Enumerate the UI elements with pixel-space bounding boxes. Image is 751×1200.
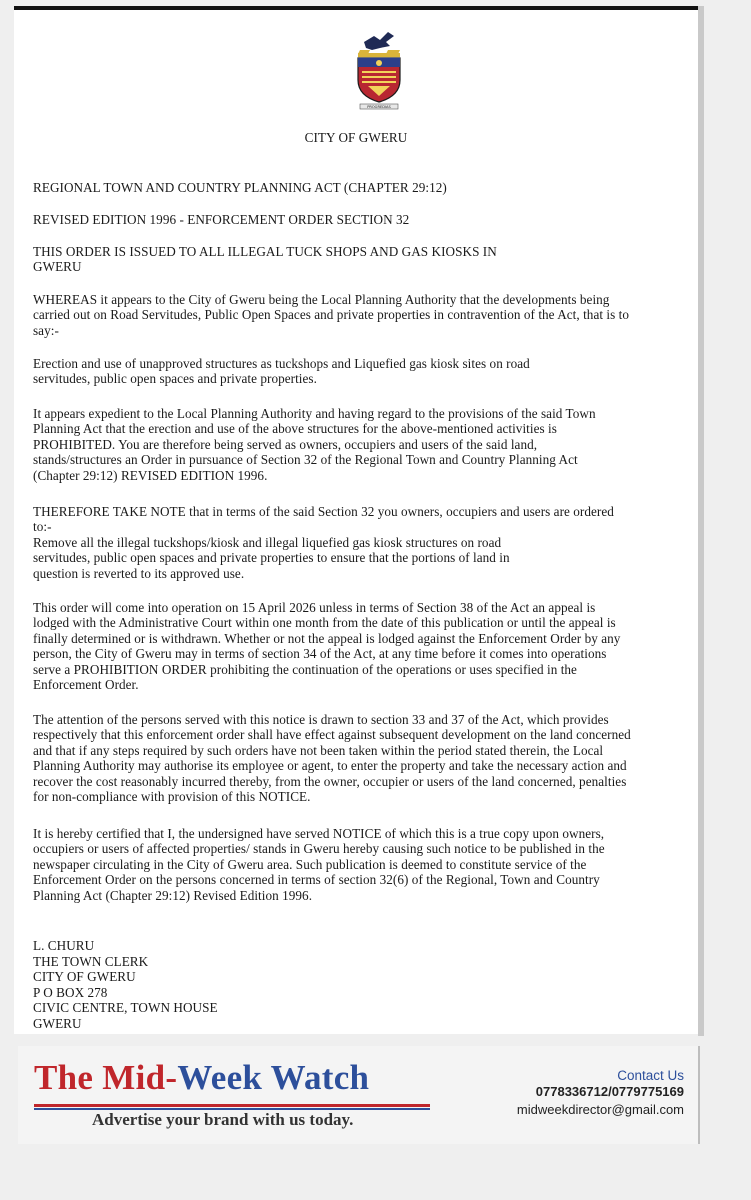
crest-motto: PROGREDIAS <box>367 105 391 110</box>
signature-block <box>33 938 693 1032</box>
text-line: respectively that this enforcement order shall have effect against subsequent development on the land concerned <box>33 727 631 743</box>
paragraph-whereas <box>33 292 693 338</box>
issued-to-line: THIS ORDER IS ISSUED TO ALL ILLEGAL TUCK SHOPS AND GAS KIOSKS IN <box>33 244 497 259</box>
mid-week-watch-advert <box>18 1046 700 1144</box>
paragraph-attention <box>33 712 693 804</box>
issued-to-line: GWERU <box>33 259 82 275</box>
signatory-title: THE TOWN CLERK <box>33 953 149 969</box>
text-line: occupiers or users of affected properties/ stands in Gweru hereby causing such notice to be published in the <box>33 841 605 857</box>
text-line: for non-compliance with provision of this NOTICE. <box>33 789 311 805</box>
paragraph-erection <box>33 356 693 387</box>
signatory-organisation: CITY OF GWERU <box>33 969 136 985</box>
text-line: finally determined or is withdrawn. Whether or not the appeal is lodged against the Enforcement Order by any <box>33 630 621 646</box>
paragraph-operation <box>33 600 693 692</box>
text-line: Enforcement Order. <box>33 677 139 693</box>
text-line: Remove all the illegal tuckshops/kiosk and illegal liquefied gas kiosk structures on road <box>33 534 502 550</box>
text-line: Erection and use of unapproved structures as tuckshops and Liquefied gas kiosk sites on road <box>33 356 530 371</box>
ad-underline-red <box>34 1104 430 1107</box>
text-line: and that if any steps required by such orders have not been taken within the period stated therein, the Local <box>33 742 604 758</box>
city-crest-icon <box>350 28 408 110</box>
notice-shadow <box>698 6 704 1036</box>
text-line: servitudes, public open spaces and private properties to ensure that the portions of land in <box>33 550 510 566</box>
text-line: THEREFORE TAKE NOTE that in terms of the said Section 32 you owners, occupiers and users are ordered <box>33 504 614 519</box>
text-line: say:- <box>33 322 59 338</box>
signatory-address: CIVIC CENTRE, TOWN HOUSE <box>33 1000 218 1016</box>
paragraph-expedient <box>33 406 693 483</box>
ad-tagline: Advertise your brand with us today. <box>92 1110 354 1129</box>
ad-title-part-1: The Mid- <box>34 1058 178 1097</box>
ad-masthead <box>34 1058 369 1098</box>
text-line: It is hereby certified that I, the undersigned have served NOTICE of which this is a true copy upon owners, <box>33 826 605 841</box>
act-title: REGIONAL TOWN AND COUNTRY PLANNING ACT (CHAPTER 29:12) <box>33 180 447 195</box>
paragraph-certification <box>33 826 693 903</box>
text-line: Planning Act that the erection and use of the above structures for the above-mentioned activities is <box>33 421 557 437</box>
text-line: question is reverted to its approved use. <box>33 565 245 581</box>
ad-title-part-2: Week Watch <box>177 1058 370 1097</box>
text-line: stands/structures an Order in pursuance of Section 32 of the Regional Town and Country Planning Act <box>33 452 578 468</box>
issued-to <box>33 244 693 275</box>
text-line: carried out on Road Servitudes, Public Open Spaces and private properties in contravention of the Act, that is to <box>33 307 630 323</box>
text-line: to:- <box>33 519 52 535</box>
text-line: Planning Authority may authorise its employee or agent, to enter the property and take the necessary action and <box>33 758 627 774</box>
text-line: person, the City of Gweru may in terms of section 34 of the Act, at any time before it comes into operations <box>33 646 607 662</box>
text-line: Planning Act (Chapter 29:12) Revised Edition 1996. <box>33 887 313 903</box>
contact-email: midweekdirector@gmail.com <box>516 1102 684 1117</box>
text-line: PROHIBITED. You are therefore being served as owners, occupiers and users of the said land, <box>33 436 538 452</box>
text-line: recover the cost reasonably incurred thereby, from the owner, occupier or users of the land concerned, penalties <box>33 773 627 789</box>
text-line: The attention of the persons served with this notice is drawn to section 33 and 37 of the Act, which provides <box>33 712 609 727</box>
text-line: Enforcement Order on the persons concerned in terms of section 32(6) of the Regional, Town and Country <box>33 872 600 888</box>
signatory-po-box: P O BOX 278 <box>33 984 108 1000</box>
signatory-city: GWERU <box>33 1015 82 1031</box>
text-line: servitudes, public open spaces and private properties. <box>33 371 317 387</box>
text-line: newspaper circulating in the City of Gweru area. Such publication is deemed to constitute service of the <box>33 856 587 872</box>
contact-phones: 0778336712/0779775169 <box>535 1084 684 1099</box>
text-line: lodged with the Administrative Court within one month from the date of this publication or until the appeal is <box>33 615 616 631</box>
contact-title: Contact Us <box>617 1068 684 1083</box>
order-title: REVISED EDITION 1996 - ENFORCEMENT ORDER SECTION 32 <box>33 212 410 227</box>
signatory-name: L. CHURU <box>33 938 95 953</box>
text-line: (Chapter 29:12) REVISED EDITION 1996. <box>33 467 268 483</box>
paragraph-take-note <box>33 504 693 581</box>
ad-contact <box>517 1068 684 1119</box>
enforcement-notice <box>14 6 698 1034</box>
text-line: It appears expedient to the Local Planning Authority and having regard to the provisions of the said Town <box>33 406 596 421</box>
text-line: serve a PROHIBITION ORDER prohibiting the continuation of the operations or uses specified in the <box>33 661 577 677</box>
text-line: WHEREAS it appears to the City of Gweru being the Local Planning Authority that the developments being <box>33 292 610 307</box>
city-heading: CITY OF GWERU <box>304 130 408 145</box>
text-line: This order will come into operation on 15 April 2026 unless in terms of Section 38 of the Act an appeal is <box>33 600 596 615</box>
